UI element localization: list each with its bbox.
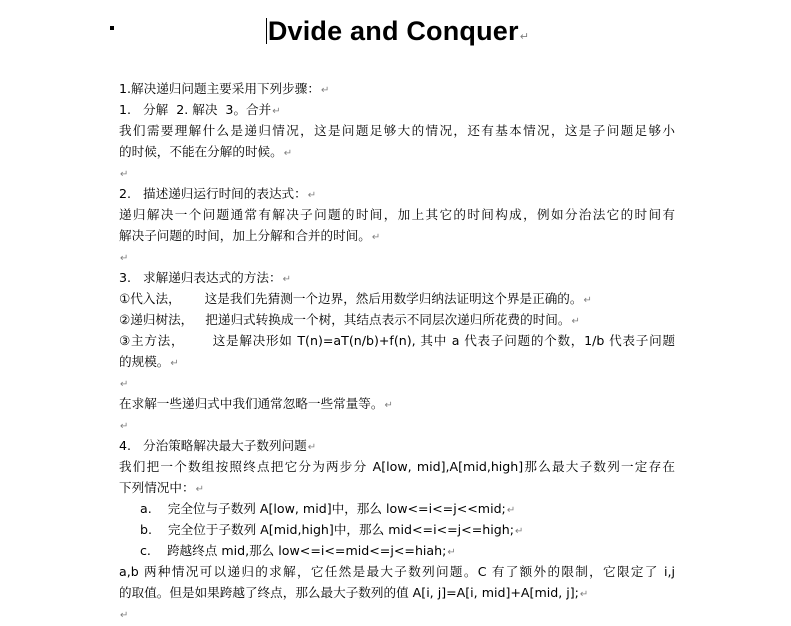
- paragraph-mark-icon: ↵: [307, 442, 317, 453]
- line-text: b. 完全位于子数列 A[mid,high]中，那么 mid<=i<=j<=high;: [140, 522, 514, 537]
- line-text: 1. 分解 2. 解决 3。合并: [119, 102, 272, 117]
- text-line: [119, 288, 675, 309]
- line-text: ①代入法， 这是我们先猜测一个边界，然后用数学归纳法证明这个界是正确的。: [119, 291, 583, 306]
- line-text: 的规模。: [119, 354, 170, 369]
- text-line: [119, 582, 675, 603]
- document-title[interactable]: [266, 14, 529, 54]
- text-line: [119, 204, 675, 225]
- paragraph-mark-icon: ↵: [272, 106, 281, 117]
- list-item: [119, 498, 675, 519]
- text-line: [119, 456, 675, 477]
- paragraph-mark-icon: ↵: [120, 379, 129, 390]
- paragraph-mark-icon: ↵: [447, 547, 456, 558]
- line-text: 2. 描述递归运行时间的表达式：: [119, 186, 307, 201]
- line-text: 1.解决递归问题主要采用下列步骤：: [119, 81, 320, 96]
- paragraph-mark-icon: ↵: [120, 169, 129, 180]
- document-title-row: [0, 14, 791, 48]
- paragraph-mark-icon: ↵: [282, 274, 291, 285]
- paragraph-mark-icon: ↵: [579, 589, 589, 600]
- line-text: ②递归树法， 把递归式转换成一个树，其结点表示不同层次递归所花费的时间。: [119, 312, 571, 327]
- line-text: a. 完全位与子数列 A[low, mid]中，那么 low<=i<=j<<mid;: [140, 501, 506, 516]
- paragraph-mark-icon: ↵: [519, 30, 530, 43]
- empty-line: [119, 603, 675, 624]
- text-cursor: [266, 18, 267, 44]
- list-item: [119, 540, 675, 561]
- line-text: c. 跨越终点 mid,那么 low<=i<=mid<=j<=hiah;: [140, 543, 447, 558]
- line-text: 下列情况中：: [119, 480, 195, 495]
- text-line: [119, 393, 675, 414]
- paragraph-mark-icon: ↵: [571, 316, 580, 327]
- line-text: 解决子问题的时间，加上分解和合并的时间。: [119, 228, 371, 243]
- line-text: 的取值。但是如果跨越了终点，那么最大子数列的值 A[i, j]=A[i, mid]+A[mid, j];: [119, 585, 579, 600]
- document-title-text: Dvide and Conquer: [267, 16, 519, 46]
- line-text: a,b 两种情况可以递归的求解，它任然是最大子数列问题。C 有了额外的限制，它限定了 i,j: [119, 564, 675, 579]
- line-text: 4. 分治策略解决最大子数列问题: [119, 438, 307, 453]
- text-line: [119, 330, 675, 351]
- text-line: [119, 477, 675, 498]
- text-line: [119, 351, 675, 372]
- paragraph-mark-icon: ↵: [371, 232, 381, 243]
- text-line: [119, 435, 675, 456]
- line-text: 我们需要理解什么是递归情况，这是问题足够大的情况，还有基本情况，这是子问题足够小: [119, 123, 675, 138]
- paragraph-mark-icon: ↵: [506, 505, 516, 516]
- paragraph-mark-icon: ↵: [120, 610, 129, 621]
- paragraph-mark-icon: ↵: [320, 85, 330, 96]
- paragraph-mark-icon: ↵: [514, 526, 524, 537]
- paragraph-mark-icon: ↵: [283, 148, 293, 159]
- text-line: [119, 267, 675, 288]
- text-line: [119, 225, 675, 246]
- paragraph-mark-icon: ↵: [195, 484, 204, 495]
- paragraph-mark-icon: ↵: [307, 190, 317, 201]
- text-line: [119, 141, 675, 162]
- empty-line: [119, 372, 675, 393]
- text-line: [119, 78, 675, 99]
- list-item: [119, 519, 675, 540]
- empty-line: [119, 162, 675, 183]
- paragraph-mark-icon: ↵: [170, 358, 179, 369]
- paragraph-mark-icon: ↵: [384, 400, 393, 411]
- paragraph-mark-icon: ↵: [583, 295, 592, 306]
- text-line: [119, 183, 675, 204]
- paragraph-mark-icon: ↵: [120, 253, 129, 264]
- empty-line: [119, 246, 675, 267]
- text-line: [119, 309, 675, 330]
- line-text: 在求解一些递归式中我们通常忽略一些常量等。: [119, 396, 384, 411]
- line-text: ③主方法， 这是解决形如 T(n)=aT(n/b)+f(n), 其中 a 代表子问题的个数，1/b 代表子问题: [119, 333, 675, 348]
- text-line: [119, 561, 675, 582]
- line-text: 我们把一个数组按照终点把它分为两步分 A[low, mid],A[mid,high]那么最大子数列一定存在: [119, 459, 675, 474]
- line-text: 递归解决一个问题通常有解决子问题的时间，加上其它的时间构成，例如分治法它的时间有: [119, 207, 675, 222]
- empty-line: [119, 414, 675, 435]
- line-text: 3. 求解递归表达式的方法：: [119, 270, 282, 285]
- text-line: [119, 120, 675, 141]
- text-line: [119, 99, 675, 120]
- paragraph-mark-icon: ↵: [120, 421, 129, 432]
- document-body: [119, 78, 675, 624]
- line-text: 的时候，不能在分解的时候。: [119, 144, 283, 159]
